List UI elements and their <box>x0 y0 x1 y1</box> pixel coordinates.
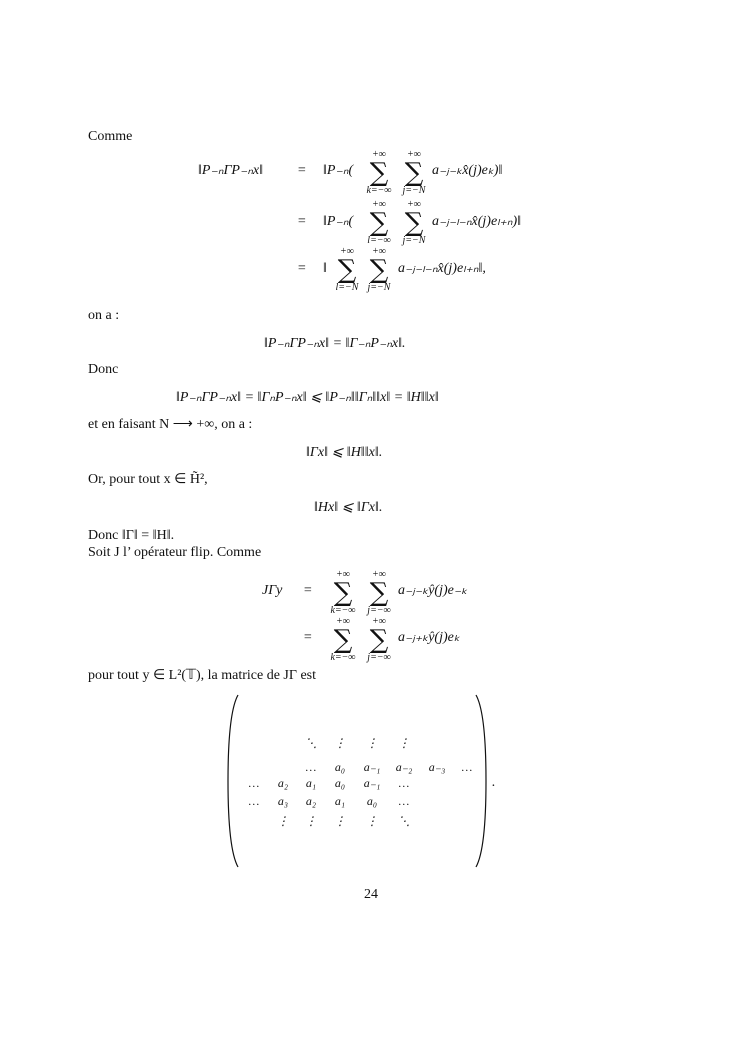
matrix-cell: … <box>248 776 260 790</box>
matrix-cell: a₋₃ <box>428 760 446 774</box>
equation-2: ‖P₋ₙΓP₋ₙx‖ = ‖Γ₋ₙP₋ₙx‖. <box>264 336 406 351</box>
eq6-row2-term: a₋ⱼ₊ₖŷ(j)eₖ <box>398 630 460 645</box>
equation-3: ‖P₋ₙΓP₋ₙx‖ = ‖ΓₙP₋ₙx‖ ⩽ ‖P₋ₙ‖‖Γₙ‖‖x‖ = ‖H‖‖x‖ <box>176 390 439 405</box>
sum-sigma-j: +∞ ∑ j=−∞ <box>367 616 391 663</box>
sum-sigma-j: +∞ ∑ j=−N <box>402 199 426 246</box>
paragraph-or-pour-tout: Or, pour tout x ∈ H̃², <box>88 472 208 487</box>
matrix-cell: a₁ <box>305 776 317 790</box>
paragraph-donc-norm: Donc ‖Γ‖ = ‖H‖. <box>88 528 175 543</box>
matrix-cell: ⋮ <box>398 736 410 750</box>
matrix-cell: ⋮ <box>305 814 317 828</box>
matrix-cell: a₋₁ <box>363 776 381 790</box>
eq1-row1-prefix: ‖P₋ₙ( <box>323 163 354 178</box>
matrix-cell: ⋮ <box>277 814 289 828</box>
equation-4: ‖Γx‖ ⩽ ‖H‖‖x‖. <box>306 445 383 460</box>
matrix-cell: a₂ <box>305 794 317 808</box>
matrix-cell: ⋱ <box>398 814 410 828</box>
matrix-cell: ⋮ <box>334 736 346 750</box>
page-number: 24 <box>364 887 378 902</box>
matrix-cell: … <box>398 794 410 808</box>
eq6-lhs: JΓy <box>262 583 283 598</box>
eq1-equals-2: = <box>297 214 307 229</box>
matrix-cell: a₀ <box>334 776 346 790</box>
eq6-row1-term: a₋ⱼ₋ₖŷ(j)e₋ₖ <box>398 583 468 598</box>
sum-sigma-k: +∞ ∑ k=−∞ <box>330 616 356 663</box>
matrix-cell: … <box>248 794 260 808</box>
eq1-equals-3: = <box>297 261 307 276</box>
sum-sigma-k: +∞ ∑ k=−∞ <box>330 569 356 616</box>
eq1-lhs: ‖P₋ₙΓP₋ₙx‖ <box>198 163 264 178</box>
right-parenthesis <box>472 693 492 869</box>
matrix-cell: … <box>461 760 473 774</box>
eq1-row2-prefix: ‖P₋ₙ( <box>323 214 354 229</box>
eq1-row2-term: a₋ⱼ₋ₗ₋ₙx̂(j)eₗ₊ₙ)‖ <box>432 214 522 229</box>
matrix-cell: a₂ <box>277 776 289 790</box>
sum-sigma-l: +∞ ∑ l=−N <box>335 246 359 293</box>
eq6-equals-2: = <box>303 630 313 645</box>
paragraph-pour-tout-y: pour tout y ∈ L²(𝕋), la matrice de JΓ est <box>88 668 317 683</box>
sum-sigma-j: +∞ ∑ j=−N <box>367 246 391 293</box>
matrix-cell: a₋₁ <box>363 760 381 774</box>
sum-sigma-j: +∞ ∑ j=−∞ <box>367 569 391 616</box>
eq6-equals-1: = <box>303 583 313 598</box>
paragraph-comme: Comme <box>88 129 133 144</box>
paragraph-et-en-faisant: et en faisant N ⟶ +∞, on a : <box>88 417 253 432</box>
matrix-cell: … <box>398 776 410 790</box>
eq1-row1-term: a₋ⱼ₋ₖx̂(j)eₖ)‖ <box>432 163 503 178</box>
paragraph-on-a: on a : <box>88 308 120 323</box>
paragraph-donc: Donc <box>88 362 119 377</box>
matrix-cell: a₀ <box>334 760 346 774</box>
eq1-equals-1: = <box>297 163 307 178</box>
eq1-row3-prefix: ‖ <box>323 261 327 276</box>
matrix-cell: ⋮ <box>366 814 378 828</box>
matrix-cell: a₋₂ <box>395 760 413 774</box>
eq1-row3-term: a₋ⱼ₋ₗ₋ₙx̂(j)eₗ₊ₙ‖, <box>398 261 486 276</box>
equation-5: ‖Hx‖ ⩽ ‖Γx‖. <box>314 500 383 515</box>
matrix-cell: ⋱ <box>305 736 317 750</box>
sum-sigma-k: +∞ ∑ k=−∞ <box>366 149 392 196</box>
matrix-cell: a₃ <box>277 794 289 808</box>
matrix-trailing-period: . <box>492 775 496 790</box>
matrix-cell: … <box>305 760 317 774</box>
matrix-cell: ⋮ <box>366 736 378 750</box>
paragraph-soit-j: Soit J l’ opérateur flip. Comme <box>88 545 262 560</box>
matrix-cell: a₁ <box>334 794 346 808</box>
matrix-cell: ⋮ <box>334 814 346 828</box>
sum-sigma-j: +∞ ∑ j=−N <box>402 149 426 196</box>
matrix-cell: a₀ <box>366 794 378 808</box>
sum-sigma-l: +∞ ∑ l=−∞ <box>367 199 391 246</box>
